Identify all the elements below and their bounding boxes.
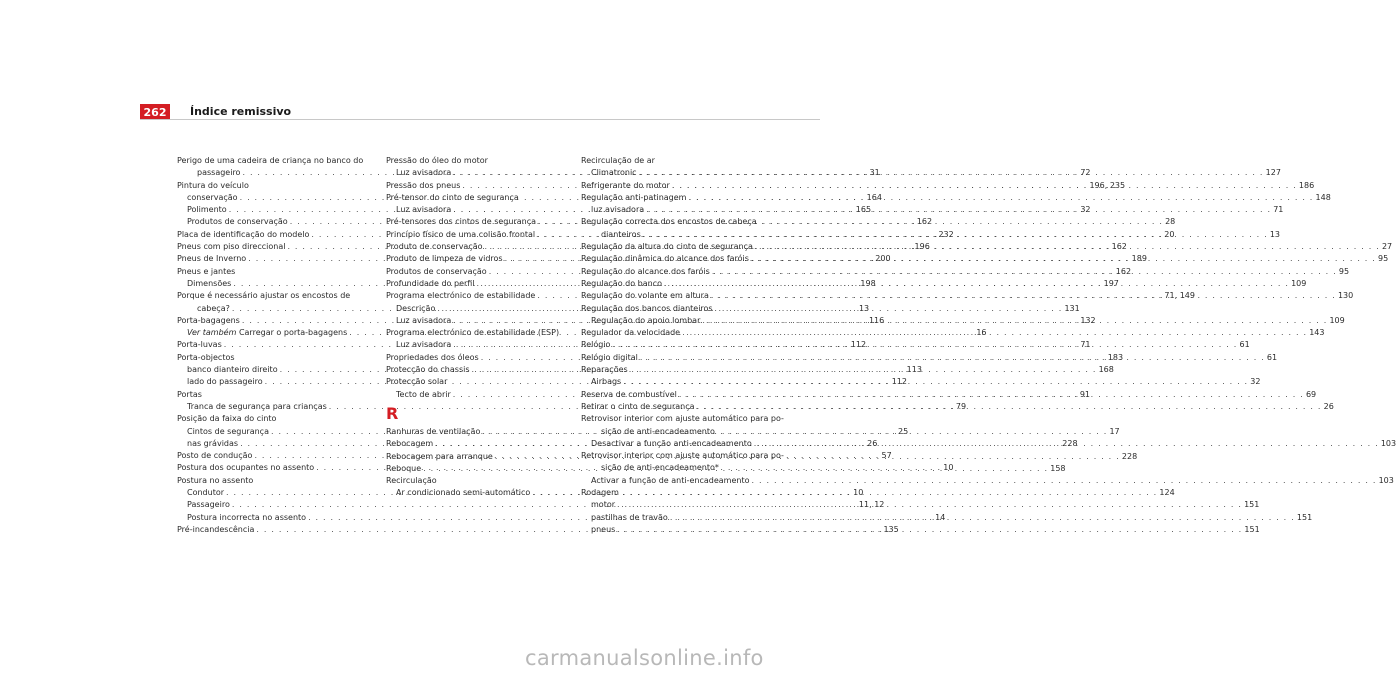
- entry-page-number: 20: [1164, 229, 1175, 239]
- entry-label: [187, 216, 288, 228]
- page-title: Índice remissivo: [190, 105, 292, 118]
- entry-page-number: 10: [853, 488, 864, 498]
- index-heading: Porque é necessário ajustar os encostos de: [177, 291, 351, 301]
- entry-text: Regulação do alcance dos faróis: [581, 266, 710, 276]
- dot-leader: [662, 278, 1291, 290]
- index-heading: Pressão do óleo do motor: [386, 156, 488, 165]
- entry-label: [591, 315, 700, 327]
- entry-page-number: 61: [1266, 352, 1278, 362]
- entry-label: [396, 389, 451, 401]
- entry-label: [396, 339, 451, 351]
- see-also-prefix: Ver também: [187, 328, 237, 338]
- entry-label: [187, 401, 327, 413]
- dot-leader: [752, 438, 1381, 450]
- entry-text: pastilhas de travão: [591, 512, 668, 522]
- entry-page-number: 61: [1239, 340, 1250, 350]
- entry-page-number: 200: [875, 254, 891, 264]
- dot-leader: [686, 192, 1315, 204]
- dot-leader: [470, 364, 1099, 376]
- entry-page-number: 228: [1062, 439, 1078, 449]
- entry-text: Polimento: [187, 205, 227, 215]
- entry-page-number: 162: [916, 217, 933, 227]
- dot-leader: [695, 401, 1324, 413]
- entry-text: Reboque: [386, 463, 422, 473]
- entry-page-number: 116: [868, 315, 885, 325]
- index-heading: Porta-objectos: [177, 352, 235, 362]
- entry-label: [581, 180, 670, 192]
- entry-page-number: 232: [938, 229, 954, 239]
- entry-page-number: 151: [1244, 500, 1260, 510]
- entry-text: Airbags: [591, 377, 622, 387]
- entry-label: [591, 438, 752, 450]
- entry-page-number: 28: [1165, 217, 1176, 227]
- entry-page-number: 196: [914, 242, 930, 252]
- index-heading: Rodagem: [581, 488, 619, 498]
- entry-label: [177, 524, 254, 536]
- index-heading: Pré-tensor do cinto de segurança: [386, 192, 519, 202]
- entry-text: Tranca de segurança para crianças: [187, 401, 327, 411]
- entry-label: [177, 241, 285, 253]
- watermark: carmanualsonline.info: [525, 646, 764, 670]
- entry-page-number: 31: [869, 168, 880, 178]
- entry-page-number: 109: [1329, 315, 1345, 325]
- entry-label: [386, 278, 475, 290]
- entry-text: Relógio digital: [581, 352, 638, 362]
- entry-page-number: 91: [1079, 389, 1091, 399]
- entry-page-number: 14: [935, 512, 946, 522]
- entry-text: Regulação dinâmica do alcance dos faróis: [581, 254, 749, 264]
- dot-leader: [753, 241, 1382, 253]
- dot-leader: [610, 339, 1239, 351]
- entry-text: Retirar o cinto de segurança: [581, 401, 695, 411]
- entry-page-number: 17: [1109, 426, 1120, 436]
- entry-text: Regulador da velocidade: [581, 328, 681, 338]
- entry-text: Regulação da altura do cinto de segurança: [581, 242, 753, 252]
- entry-label: [177, 229, 309, 241]
- index-heading: Retrovisor interior com ajuste automático para po-: [581, 451, 784, 461]
- entry-label: [591, 204, 644, 216]
- entry-page-number: 130: [1337, 291, 1354, 301]
- dot-leader: [670, 180, 1299, 192]
- entry-page-number: 26: [1323, 401, 1334, 411]
- entry-text: motor: [591, 500, 616, 510]
- entry-label: [187, 512, 306, 524]
- entry-label: [177, 462, 314, 474]
- dot-leader: [641, 229, 1270, 241]
- entry-label: [581, 266, 710, 278]
- entry-page-number: 168: [1098, 365, 1114, 375]
- entry-label: [396, 204, 451, 216]
- dot-leader: [644, 204, 1273, 216]
- entry-page-number: 71: [1080, 340, 1091, 350]
- entry-text: Desactivar a função anti-encadeamento: [591, 438, 752, 448]
- entry-text: Posto de condução: [177, 451, 253, 461]
- entry-text: Refrigerante do motor: [581, 180, 670, 190]
- entry-label: [386, 180, 460, 192]
- entry-label: [581, 253, 749, 265]
- entry-label: [386, 463, 421, 475]
- entry-page-number: 113: [906, 365, 922, 375]
- dot-leader: [749, 475, 1378, 487]
- entry-label: [591, 499, 615, 511]
- index-heading: Recirculação de ar: [581, 156, 655, 165]
- entry-page-number: 189: [1131, 254, 1147, 264]
- entry-text: Rebocagem para arranque: [386, 451, 493, 461]
- entry-text: dianteiros: [601, 229, 641, 239]
- dot-leader: [749, 253, 1378, 265]
- entry-text: Porta-luvas: [177, 340, 222, 350]
- entry-label: [396, 315, 451, 327]
- entry-page-number: 69: [1305, 389, 1317, 399]
- entry-text: Regulação anti-patinagem: [581, 192, 687, 202]
- entry-label: [386, 352, 479, 364]
- entry-page-number: 228: [1121, 451, 1138, 461]
- entry-label: [591, 376, 621, 388]
- entry-label: [187, 204, 227, 216]
- entry-page-number: 127: [1265, 168, 1281, 178]
- dot-leader: [710, 266, 1339, 278]
- dot-leader: [480, 426, 1109, 438]
- dot-leader: [615, 499, 1244, 511]
- index-heading: Regulação dos bancos dianteiros: [581, 303, 713, 313]
- entry-text: Luz avisadora: [396, 340, 452, 350]
- entry-text: Tecto de abrir: [396, 389, 451, 399]
- entry-text: Activar a função de anti-encadeamento: [591, 475, 750, 485]
- entry-label: [187, 487, 224, 499]
- entry-page-number: 103: [1378, 475, 1394, 485]
- entry-label: [187, 426, 269, 438]
- section-letter: R: [386, 403, 399, 423]
- entry-text: Pré-tensores dos cintos de segurança: [386, 217, 537, 227]
- entry-label: [187, 364, 278, 376]
- entry-label: [187, 376, 263, 388]
- entry-label: [187, 438, 238, 450]
- entry-page-number: 95: [1378, 254, 1389, 264]
- entry-page-number: 103: [1380, 438, 1396, 448]
- entry-page-number: 13: [1269, 229, 1280, 239]
- entry-text: Postura dos ocupantes no assento: [177, 463, 315, 473]
- entry-page-number: 109: [1291, 278, 1307, 288]
- index-heading: Portas: [177, 389, 202, 399]
- page-number: 262: [140, 104, 170, 120]
- header-divider: [140, 119, 820, 120]
- entry-label: [386, 253, 503, 265]
- entry-page-number: 197: [1103, 278, 1119, 288]
- entry-page-number: 72: [1080, 168, 1091, 178]
- index-heading: Regulação correcta dos encostos de cabeça: [581, 217, 757, 227]
- entry-page-number: 124: [1159, 488, 1175, 498]
- entry-label: [386, 438, 433, 450]
- dot-leader: [677, 389, 1306, 401]
- entry-page-number: 95: [1338, 266, 1350, 276]
- entry-label: [396, 487, 530, 499]
- entry-label: [177, 253, 246, 265]
- entry-text: Protecção do chassis: [386, 365, 470, 375]
- entry-text: Regulação do volante em altura: [581, 291, 709, 301]
- entry-text: Dimensões: [187, 278, 232, 288]
- entry-page-number: 13: [858, 303, 870, 313]
- entry-label: [581, 401, 695, 413]
- entry-page-number: 183: [1107, 352, 1124, 362]
- entry-page-number: 32: [1250, 377, 1261, 387]
- entry-text: Descrição: [396, 303, 436, 313]
- entry-text: Luz avisadora: [396, 315, 452, 325]
- entry-text: Pré-incandescência: [177, 524, 255, 534]
- entry-text: Produtos de conservação: [187, 217, 288, 227]
- entry-page-number: 131: [1064, 303, 1080, 313]
- entry-text: Condutor: [187, 488, 225, 498]
- entry-page-number: 27: [1381, 242, 1393, 252]
- entry-page-number: 151: [1296, 512, 1313, 522]
- dot-leader: [680, 327, 1309, 339]
- entry-page-number: 148: [1315, 192, 1331, 202]
- dot-leader: [709, 290, 1338, 302]
- entry-text: Relógio: [581, 340, 611, 350]
- entry-label: [187, 192, 238, 204]
- entry-text: Programa electrónico de estabilidade: [386, 291, 536, 301]
- dot-leader: [621, 376, 1250, 388]
- entry-text: Pneus de Inverno: [177, 254, 247, 264]
- entry-text: Produto de limpeza de vidros: [386, 254, 503, 264]
- entry-page-number: 112: [891, 377, 907, 387]
- index-heading: Retrovisor interior com ajuste automático para po-: [581, 414, 784, 424]
- entry-text: Ranhuras de ventilação: [386, 426, 481, 436]
- entry-text: Reserva de combustível: [581, 389, 677, 399]
- entry-page-number: 143: [1309, 328, 1325, 338]
- index-heading: Reparações: [581, 365, 628, 375]
- entry-text: Pneus com piso direccional: [177, 242, 286, 252]
- entry-text: Produto de conservação: [386, 242, 483, 252]
- entry-label: [386, 241, 483, 253]
- entry-text: Regulação do apoio lombar: [591, 315, 701, 325]
- entry-page-number: 164: [866, 192, 882, 202]
- entry-text: Propriedades dos óleos: [386, 352, 479, 362]
- entry-label: [177, 339, 222, 351]
- index-heading: Pintura do veículo: [177, 180, 249, 190]
- entry-label: [396, 167, 451, 179]
- entry-label: [386, 266, 487, 278]
- entry-text: passageiro: [197, 168, 241, 178]
- entry-page-number: 112: [850, 340, 867, 350]
- entry-text: Luz avisadora: [396, 205, 452, 215]
- entry-text: Porta-bagagens: [177, 315, 240, 325]
- entry-label: [581, 290, 709, 302]
- entry-page-number: 32: [1080, 205, 1091, 215]
- entry-label: [581, 389, 677, 401]
- entry-text: Profundidade do perfil: [386, 278, 475, 288]
- entry-label: [601, 229, 641, 241]
- dot-leader: [637, 167, 1266, 179]
- entry-label: [581, 278, 662, 290]
- entry-label: [591, 167, 637, 179]
- entry-page-number: 158: [1050, 463, 1066, 473]
- index-heading: Perigo de uma cadeira de criança no banco do: [177, 156, 364, 165]
- entry-text: Rebocagem: [386, 439, 434, 449]
- entry-text: banco dianteiro direito: [187, 365, 278, 375]
- entry-label: [581, 192, 686, 204]
- entry-label: [581, 352, 638, 364]
- entry-page-number: 11, 12: [858, 500, 885, 510]
- entry-label: [581, 339, 610, 351]
- entry-page-number: 162: [1115, 266, 1132, 276]
- entry-label: [386, 364, 470, 376]
- entry-text: Passageiro: [187, 500, 230, 510]
- dot-leader: [638, 352, 1267, 364]
- dot-leader: [615, 524, 1244, 536]
- index-heading: Postura no assento: [177, 475, 254, 485]
- entry-page-number: 186: [1298, 180, 1315, 190]
- entry-label: [396, 303, 435, 315]
- entry-text: luz avisadora: [591, 205, 645, 215]
- entry-label: [177, 315, 240, 327]
- entry-label: [386, 216, 536, 228]
- entry-label: [197, 303, 230, 315]
- entry-page-number: 196, 235: [1089, 180, 1126, 190]
- entry-text: Climatronic: [591, 168, 637, 178]
- entry-text: Pressão dos pneus: [386, 180, 461, 190]
- entry-label: [187, 327, 347, 339]
- index-heading: sição de anti-encadeamento: [601, 426, 715, 436]
- entry-page-number: 10: [943, 463, 954, 473]
- entry-label: [591, 475, 749, 487]
- entry-label: [187, 278, 231, 290]
- entry-page-number: 26: [867, 438, 878, 448]
- entry-text: lado do passageiro: [187, 377, 263, 387]
- entry-label: [386, 229, 535, 241]
- entry-text: Luz avisadora: [396, 168, 452, 178]
- entry-label: [591, 524, 615, 536]
- entry-text: cabeça?: [197, 303, 230, 313]
- entry-label: [386, 451, 493, 463]
- entry-page-number: 71, 149: [1164, 291, 1195, 301]
- entry-text: Produtos de conservação: [386, 266, 487, 276]
- entry-label: [581, 327, 680, 339]
- entry-page-number: 198: [860, 278, 876, 288]
- dot-leader: [668, 512, 1297, 524]
- index-heading: Recirculação: [386, 476, 437, 486]
- entry-page-number: 57: [881, 451, 892, 461]
- entry-page-number: 165: [855, 205, 872, 215]
- entry-page-number: 71: [1273, 205, 1284, 215]
- entry-page-number: 79: [955, 401, 967, 411]
- entry-page-number: 151: [1244, 524, 1260, 534]
- entry-text: Ar condicionado semi-automático: [396, 488, 531, 498]
- entry-label: [591, 512, 668, 524]
- dot-leader: [700, 315, 1329, 327]
- entry-label: [581, 241, 753, 253]
- entry-text: Regulação do banco: [581, 278, 662, 288]
- index-heading: Programa electrónico de estabilidade (ESP): [386, 328, 560, 338]
- entry-text: pneus: [591, 524, 616, 534]
- entry-label: [386, 290, 535, 302]
- entry-page-number: 162: [1111, 242, 1127, 252]
- entry-label: [177, 450, 252, 462]
- entry-label: [386, 426, 480, 438]
- entry-page-number: 25: [898, 426, 909, 436]
- entry-text: Placa de identificação do modelo: [177, 229, 310, 239]
- entry-text: nas grávidas: [187, 438, 239, 448]
- entry-text: Carregar o porta-bagagens: [238, 328, 348, 338]
- entry-page-number: 135: [883, 524, 899, 534]
- index-entry: [581, 475, 1394, 487]
- entry-label: [187, 499, 230, 511]
- entry-text: Cintos de segurança: [187, 426, 269, 436]
- index-heading: Posição da faixa do cinto: [177, 414, 277, 424]
- entry-page-number: 16: [976, 328, 987, 338]
- entry-label: [197, 167, 240, 179]
- index-heading: Pneus e jantes: [177, 266, 236, 276]
- entry-text: conservação: [187, 192, 238, 202]
- entry-page-number: 132: [1080, 315, 1096, 325]
- index-heading: sição de anti-encadeamento*: [601, 463, 719, 473]
- index-heading: Protecção solar: [386, 377, 448, 387]
- entry-text: Princípio físico de uma colisão frontal: [386, 229, 536, 239]
- entry-text: Postura incorrecta no assento: [187, 512, 307, 522]
